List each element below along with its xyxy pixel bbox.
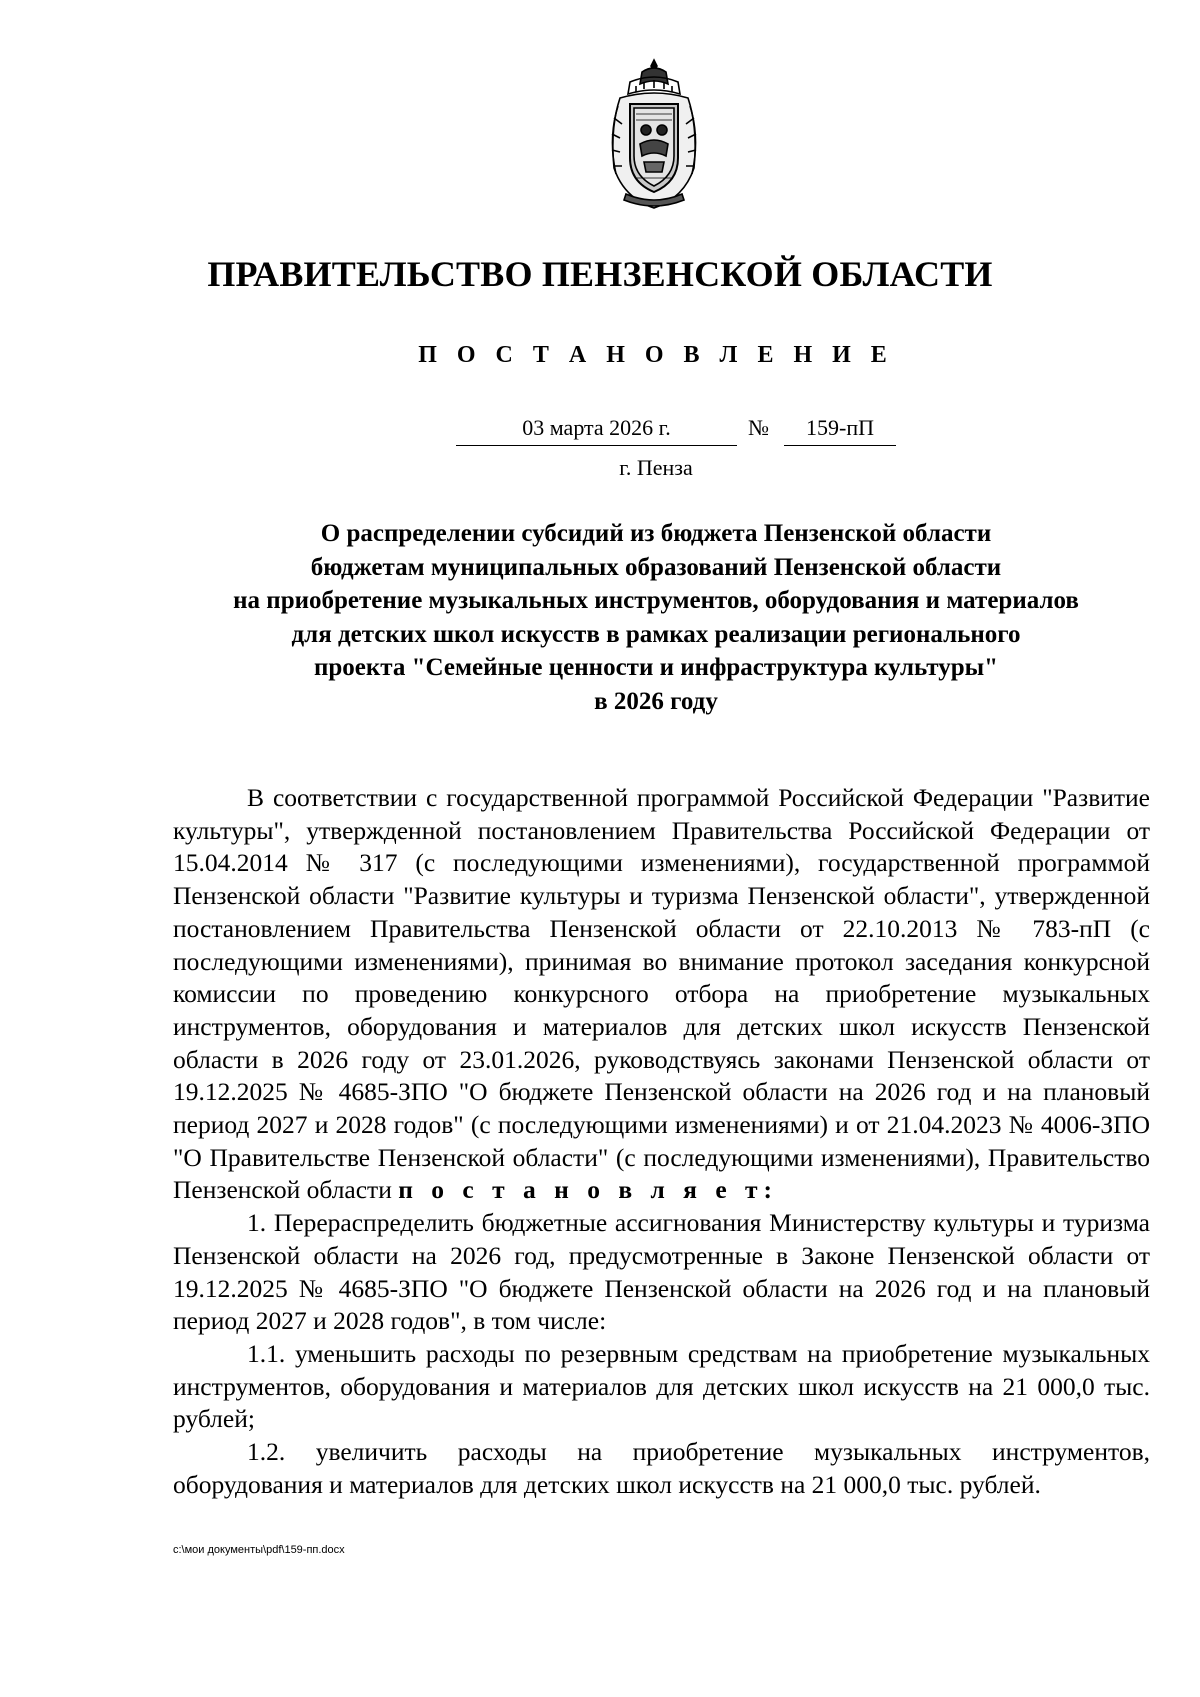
decree-date: 03 марта 2026 г. xyxy=(456,413,737,446)
number-sign: № xyxy=(748,415,769,440)
item-1-2-paragraph: 1.2. увеличить расходы на приобретение музыкальных инструментов, оборудования и материалов для детских школ искусств на 21 000,0 тыс. рублей. xyxy=(173,1437,1150,1499)
government-title: ПРАВИТЕЛЬСТВО ПЕНЗЕНСКОЙ ОБЛАСТИ xyxy=(207,254,993,294)
preamble-paragraph xyxy=(173,782,1150,1207)
coat-of-arms-emblem xyxy=(600,58,708,210)
subject-line: в 2026 году xyxy=(594,687,718,715)
decree-subject xyxy=(0,517,1200,719)
item-1-paragraph: 1. Перераспределить бюджетные ассигнования Министерству культуры и туризма Пензенской области на 2026 год, предусмотренные в Законе Пензенской области от 19.12.2025 № 4685-ЗПО "О бюджете Пензенской области на 2026 год и на плановый период 2027 и 2028 годов", в том числе: xyxy=(173,1208,1150,1336)
footer-file-path: c:\мои документы\pdf\159-пп.docx xyxy=(173,1544,345,1556)
item-1-1-paragraph: 1.1. уменьшить расходы по резервным средствам на приобретение музыкальных инструментов, оборудования и материалов для детских школ искусств на 21 000,0 тыс. рублей; xyxy=(173,1338,1150,1434)
document-type-heading: П О С Т А Н О В Л Е Н И Е xyxy=(418,342,894,368)
decree-number: 159-пП xyxy=(784,413,896,446)
subject-line: О распределении субсидий из бюджета Пензенской области xyxy=(320,520,992,547)
subject-line: проекта "Семейные ценности и инфраструктура культуры" xyxy=(313,654,999,682)
subject-line: для детских школ искусств в рамках реализации регионального xyxy=(291,620,1021,648)
decree-body xyxy=(173,782,1150,1501)
preamble-text: В соответствии с государственной программой Российской Федерации "Развитие культуры", утвержденной постановлением Правительства Российской Федерации от 15.04.2014 № 317 (с последующими изменениями), государственной программой Пензенской области "Развитие культуры и туризма Пензенской области", утвержденной постановлением Правительства Пензенской области от 22.10.2013 № 783-пП (с последующими изменениями), принимая во внимание протокол заседания конкурсной комиссии по проведению конкурсного отбора на приобретение музыкальных инструментов, оборудования и материалов для детских школ искусств Пензенской области в 2026 году от 23.01.2026, руководствуясь законами Пензенской области от 19.12.2025 № 4685-ЗПО "О бюджете Пензенской области на 2026 год и на плановый период 2027 и 2028 годов" (с последующими изменениями) и от 21.04.2023 № 4006-ЗПО "О Правительстве Пензенской области" (с последующими изменениями), Правительство Пензенской области xyxy=(173,783,1150,1205)
subject-line: бюджетам муниципальных образований Пензенской области xyxy=(310,553,1002,581)
subject-line: на приобретение музыкальных инструментов, оборудования и материалов xyxy=(233,587,1079,615)
decree-city: г. Пенза xyxy=(619,455,693,480)
decree-word: п о с т а н о в л я е т: xyxy=(398,1175,779,1205)
